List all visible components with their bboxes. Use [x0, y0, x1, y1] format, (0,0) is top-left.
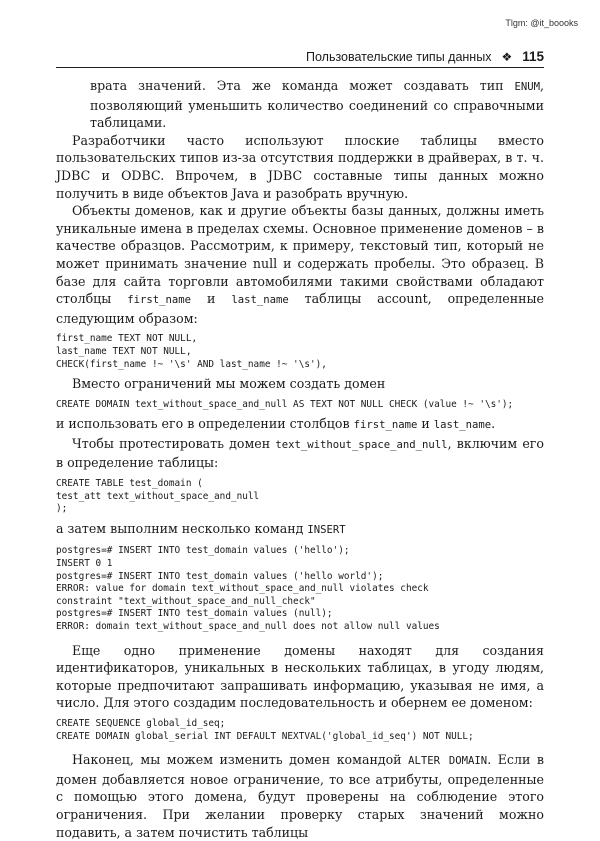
paragraph: Разработчики часто используют плоские таблицы вместо пользовательских типов из-за отсутствия поддержки в драйверах, в т. ч. JDBC и ODBC. Впрочем, в JDBC составные типы данных можно получить в виде объектов Java и разобрать вручную. [56, 132, 544, 201]
code-block: postgres=# INSERT INTO test_domain values ('hello'); INSERT 0 1 postgres=# INSERT INTO test_domain values ('hello world'); ERROR: value for domain text_without_space_and_null violates check constraint "text_without_space_and_null_check" postgres=# INSERT INTO test_domain values (null); ERROR: domain text_without_space_and_null does not allow null values [56, 545, 440, 632]
paragraph: врата значений. Эта же команда может создавать тип ENUM, позволяющий уменьшить количество соединений со справочными таблицами. [90, 78, 544, 131]
code-block: CREATE DOMAIN text_without_space_and_null AS TEXT NOT NULL CHECK (value !~ '\s'); [56, 398, 514, 410]
diamond-separator-icon: ❖ [501, 50, 513, 64]
paragraph: Наконец, мы можем изменить домен командой ALTER DOMAIN. Если в домен добавляется новое ограничение, то все атрибуты, определенные с помощью этого домена, будут проверены на соблюдение этого ограничения. При желании проверку старых значений можно подавить, а затем почистить таблицы [56, 752, 544, 840]
paragraph: Чтобы протестировать домен text_without_space_and_null, включим его в определение таблицы: [56, 435, 544, 471]
page-body [56, 77, 544, 841]
code-block: CREATE SEQUENCE global_id_seq; CREATE DOMAIN global_serial INT DEFAULT NEXTVAL('global_id_seq') NOT NULL; [56, 717, 474, 742]
page-number: 115 [522, 49, 544, 64]
watermark: Tlgm: @it_boooks [505, 18, 578, 28]
paragraph: Еще одно применение домены находят для создания идентификаторов, уникальных в нескольких таблицах, в угоду людям, которые предпочитают запрашивать информацию, указывая не имя, а число. Для этого создадим последовательность и обернем ее доменом: [56, 642, 544, 711]
paragraph: и использовать его в определении столбцов first_name и last_name. [56, 416, 496, 432]
paragraph: Объекты доменов, как и другие объекты базы данных, должны иметь уникальные имена в пределах схемы. Основное применение доменов – в качестве образцов. Рассмотрим, к примеру, текстовый тип, который не может принимать значение null и содержать пробелы. Это образец. В базе для сайта торговли автомобилями такими свойствами обладают столбцы first_name и last_name таблицы account, определенные следующим образом: [56, 203, 545, 326]
chapter-title: Пользовательские типы данных [305, 50, 492, 64]
running-header [56, 44, 544, 68]
paragraph: а затем выполним несколько команд INSERT [56, 520, 346, 536]
paragraph: Вместо ограничений мы можем создать домен [72, 376, 386, 392]
code-block: CREATE TABLE test_domain ( test_att text_without_space_and_null ); [56, 478, 260, 515]
code-block: first_name TEXT NOT NULL, last_name TEXT NOT NULL, CHECK(first_name !~ '\s' AND last_name !~ '\s'), [56, 333, 327, 370]
